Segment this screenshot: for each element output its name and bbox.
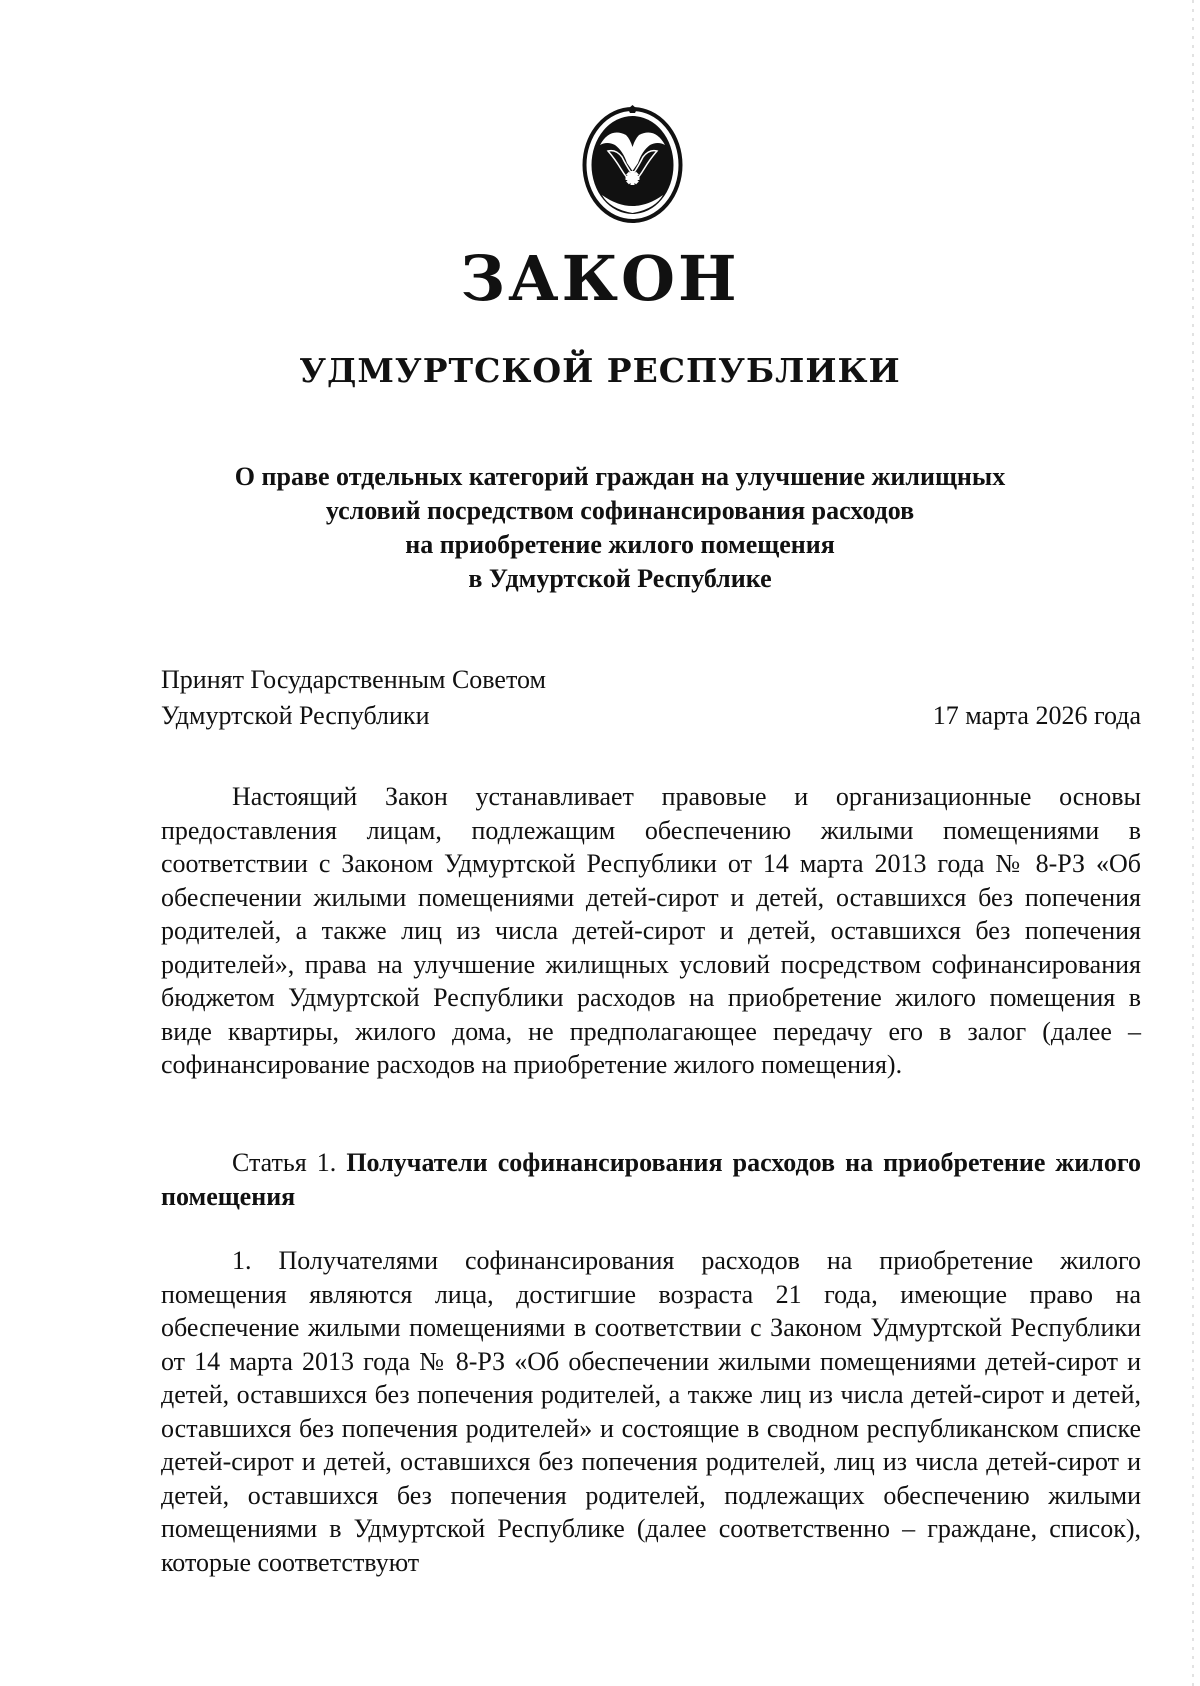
law-name-line: условий посредством софинансирования расходов (325, 496, 915, 525)
document-title: ЗАКОН (460, 242, 740, 315)
adoption-date: 17 марта 2026 года (932, 701, 1141, 730)
law-name-line: в Удмуртской Республике (468, 564, 772, 593)
intro-paragraph: Настоящий Закон устанавливает правовые и организационные основы предоставления лицам, подлежащим обеспечению жилыми помещениями в соответствии с Законом Удмуртской Республики от 14 марта 2013 года № 8-РЗ «Об обеспечении жилыми помещениями детей-сирот и детей, оставшихся без попечения родителей, а также лиц из числа детей-сирот и детей, оставшихся без попечения родителей», права на улучшение жилищных условий посредством софинансирования бюджетом Удмуртской Республики расходов на приобретение жилого помещения в виде квартиры, жилого дома, не предполагающее передачу его в залог (далее – софинансирование расходов на приобретение жилого помещения). (161, 782, 1141, 1079)
law-name-line: на приобретение жилого помещения (405, 530, 835, 559)
intro-section (161, 780, 1141, 1082)
adoption-line-2: Удмуртской Республики (161, 701, 430, 730)
article-1-paragraph-1: 1. Получателями софинансирования расходов на приобретение жилого помещения являются лица, достигшие возраста 21 года, имеющие право на обеспечение жилыми помещениями в соответствии с Законом Удмуртской Республики от 14 марта 2013 года № 8-РЗ «Об обеспечении жилыми помещениями детей-сирот и детей, оставшихся без попечения родителей, а также лиц из числа детей-сирот и детей, оставшихся без попечения родителей» и состоящие в сводном республиканском списке детей-сирот и детей, оставшихся без попечения родителей, лиц из числа детей-сирот и детей, оставшихся без попечения родителей, подлежащих обеспечению жилыми помещениями в Удмуртской Республике (далее соответственно – граждане, список), которые соответствуют (161, 1246, 1141, 1577)
adoption-block (161, 662, 1141, 734)
article-1-body (161, 1244, 1141, 1579)
article-1-label: Статья 1. (232, 1148, 347, 1177)
document-subtitle: УДМУРТСКОЙ РЕСПУБЛИКИ (299, 351, 901, 390)
coat-of-arms-icon (580, 105, 685, 225)
article-1-heading (161, 1146, 1141, 1213)
adoption-line-1: Принят Государственным Советом (161, 665, 546, 694)
law-name (160, 460, 1080, 596)
scan-edge-artifact (1192, 0, 1194, 1686)
article-1-title: Получатели софинансирования расходов на приобретение жилого помещения (161, 1148, 1141, 1211)
law-name-line: О праве отдельных категорий граждан на улучшение жилищных (234, 462, 1006, 491)
